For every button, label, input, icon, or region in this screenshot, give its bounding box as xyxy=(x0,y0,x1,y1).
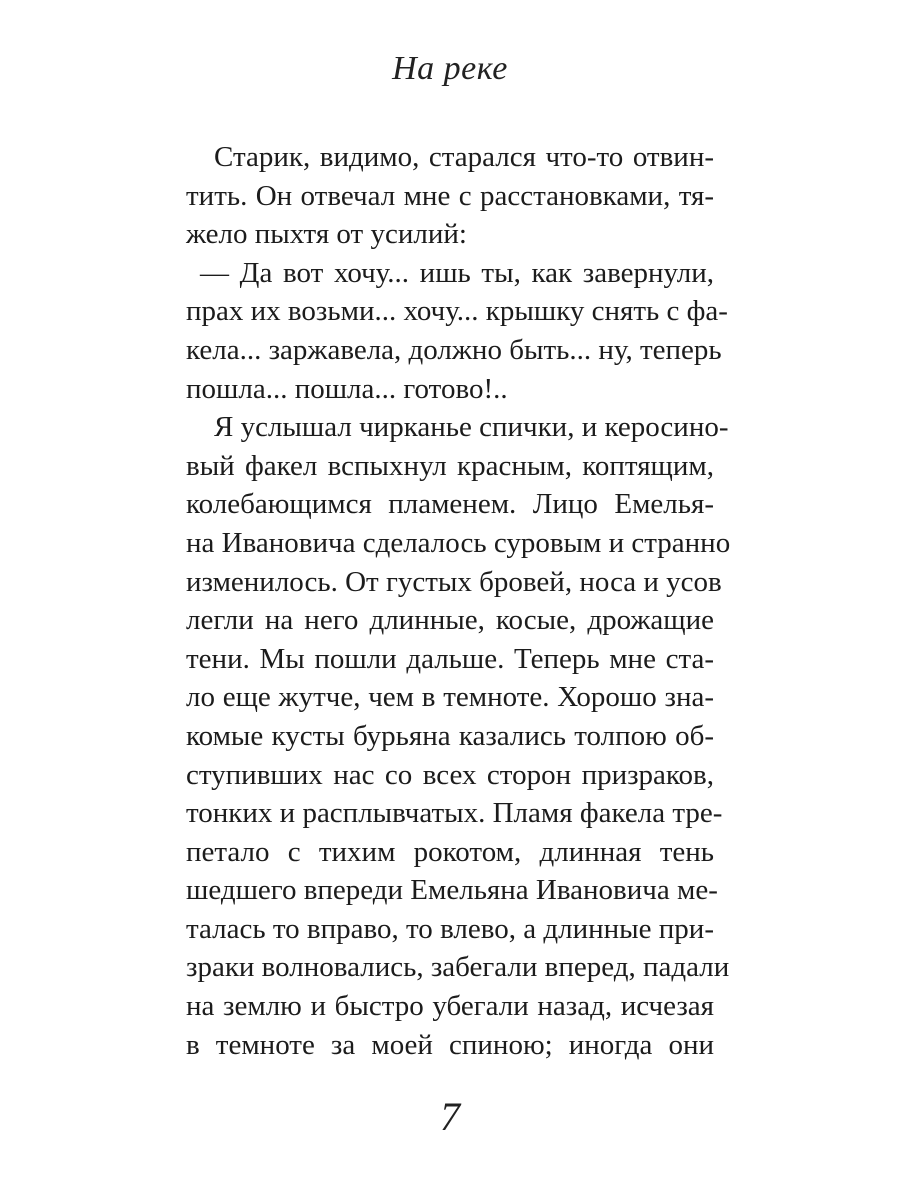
text-line: жело пыхтя от усилий: xyxy=(186,218,467,251)
text-line: тить. Он отвечал мне с расстановками, тя- xyxy=(186,179,714,212)
text-line: комые кусты бурьяна казались толпою об- xyxy=(186,719,714,752)
text-line: петало с тихим рокотом, длинная тень xyxy=(186,835,714,868)
text-line: ло еще жутче, чем в темноте. Хорошо зна- xyxy=(186,681,714,714)
text-line: Старик, видимо, старался что-то отвин- xyxy=(214,141,714,173)
text-line: Я услышал чирканье спички, и керосино- xyxy=(214,411,729,444)
body-text xyxy=(186,138,731,1064)
text-line: в темноте за моей спиною; иногда они xyxy=(186,1028,714,1061)
text-line: легли на него длинные, косые, дрожащие xyxy=(186,604,714,637)
text-line: тени. Мы пошли дальше. Теперь мне ста- xyxy=(186,642,714,675)
text-line: колебающимся пламенем. Лицо Емелья- xyxy=(186,488,714,521)
text-line: талась то вправо, то влево, а длинные при- xyxy=(186,912,714,945)
running-head: На реке xyxy=(392,50,508,87)
text-line: — Да вот хочу... ишь ты, как завернули, xyxy=(200,256,714,289)
text-line: шедшего впереди Емельяна Ивановича ме- xyxy=(186,874,718,907)
text-line: ступивших нас со всех сторон призраков, xyxy=(186,758,714,791)
page-number: 7 xyxy=(440,1094,460,1139)
text-line: кела... заржавела, должно быть... ну, теперь xyxy=(186,333,722,366)
text-line: тонких и расплывчатых. Пламя факела тре- xyxy=(186,797,723,830)
text-line: прах их возьми... хочу... крышку снять с фа- xyxy=(186,295,728,328)
text-line: изменилось. От густых бровей, носа и усов xyxy=(186,565,722,598)
text-line: на Ивановича сделалось суровым и странно xyxy=(186,526,731,559)
text-line: на землю и быстро убегали назад, исчезая xyxy=(186,990,714,1023)
text-line: пошла... пошла... готово!.. xyxy=(186,372,508,405)
text-line: вый факел вспыхнул красным, коптящим, xyxy=(186,449,714,482)
text-line: зраки волновались, забегали вперед, падали xyxy=(186,951,730,984)
